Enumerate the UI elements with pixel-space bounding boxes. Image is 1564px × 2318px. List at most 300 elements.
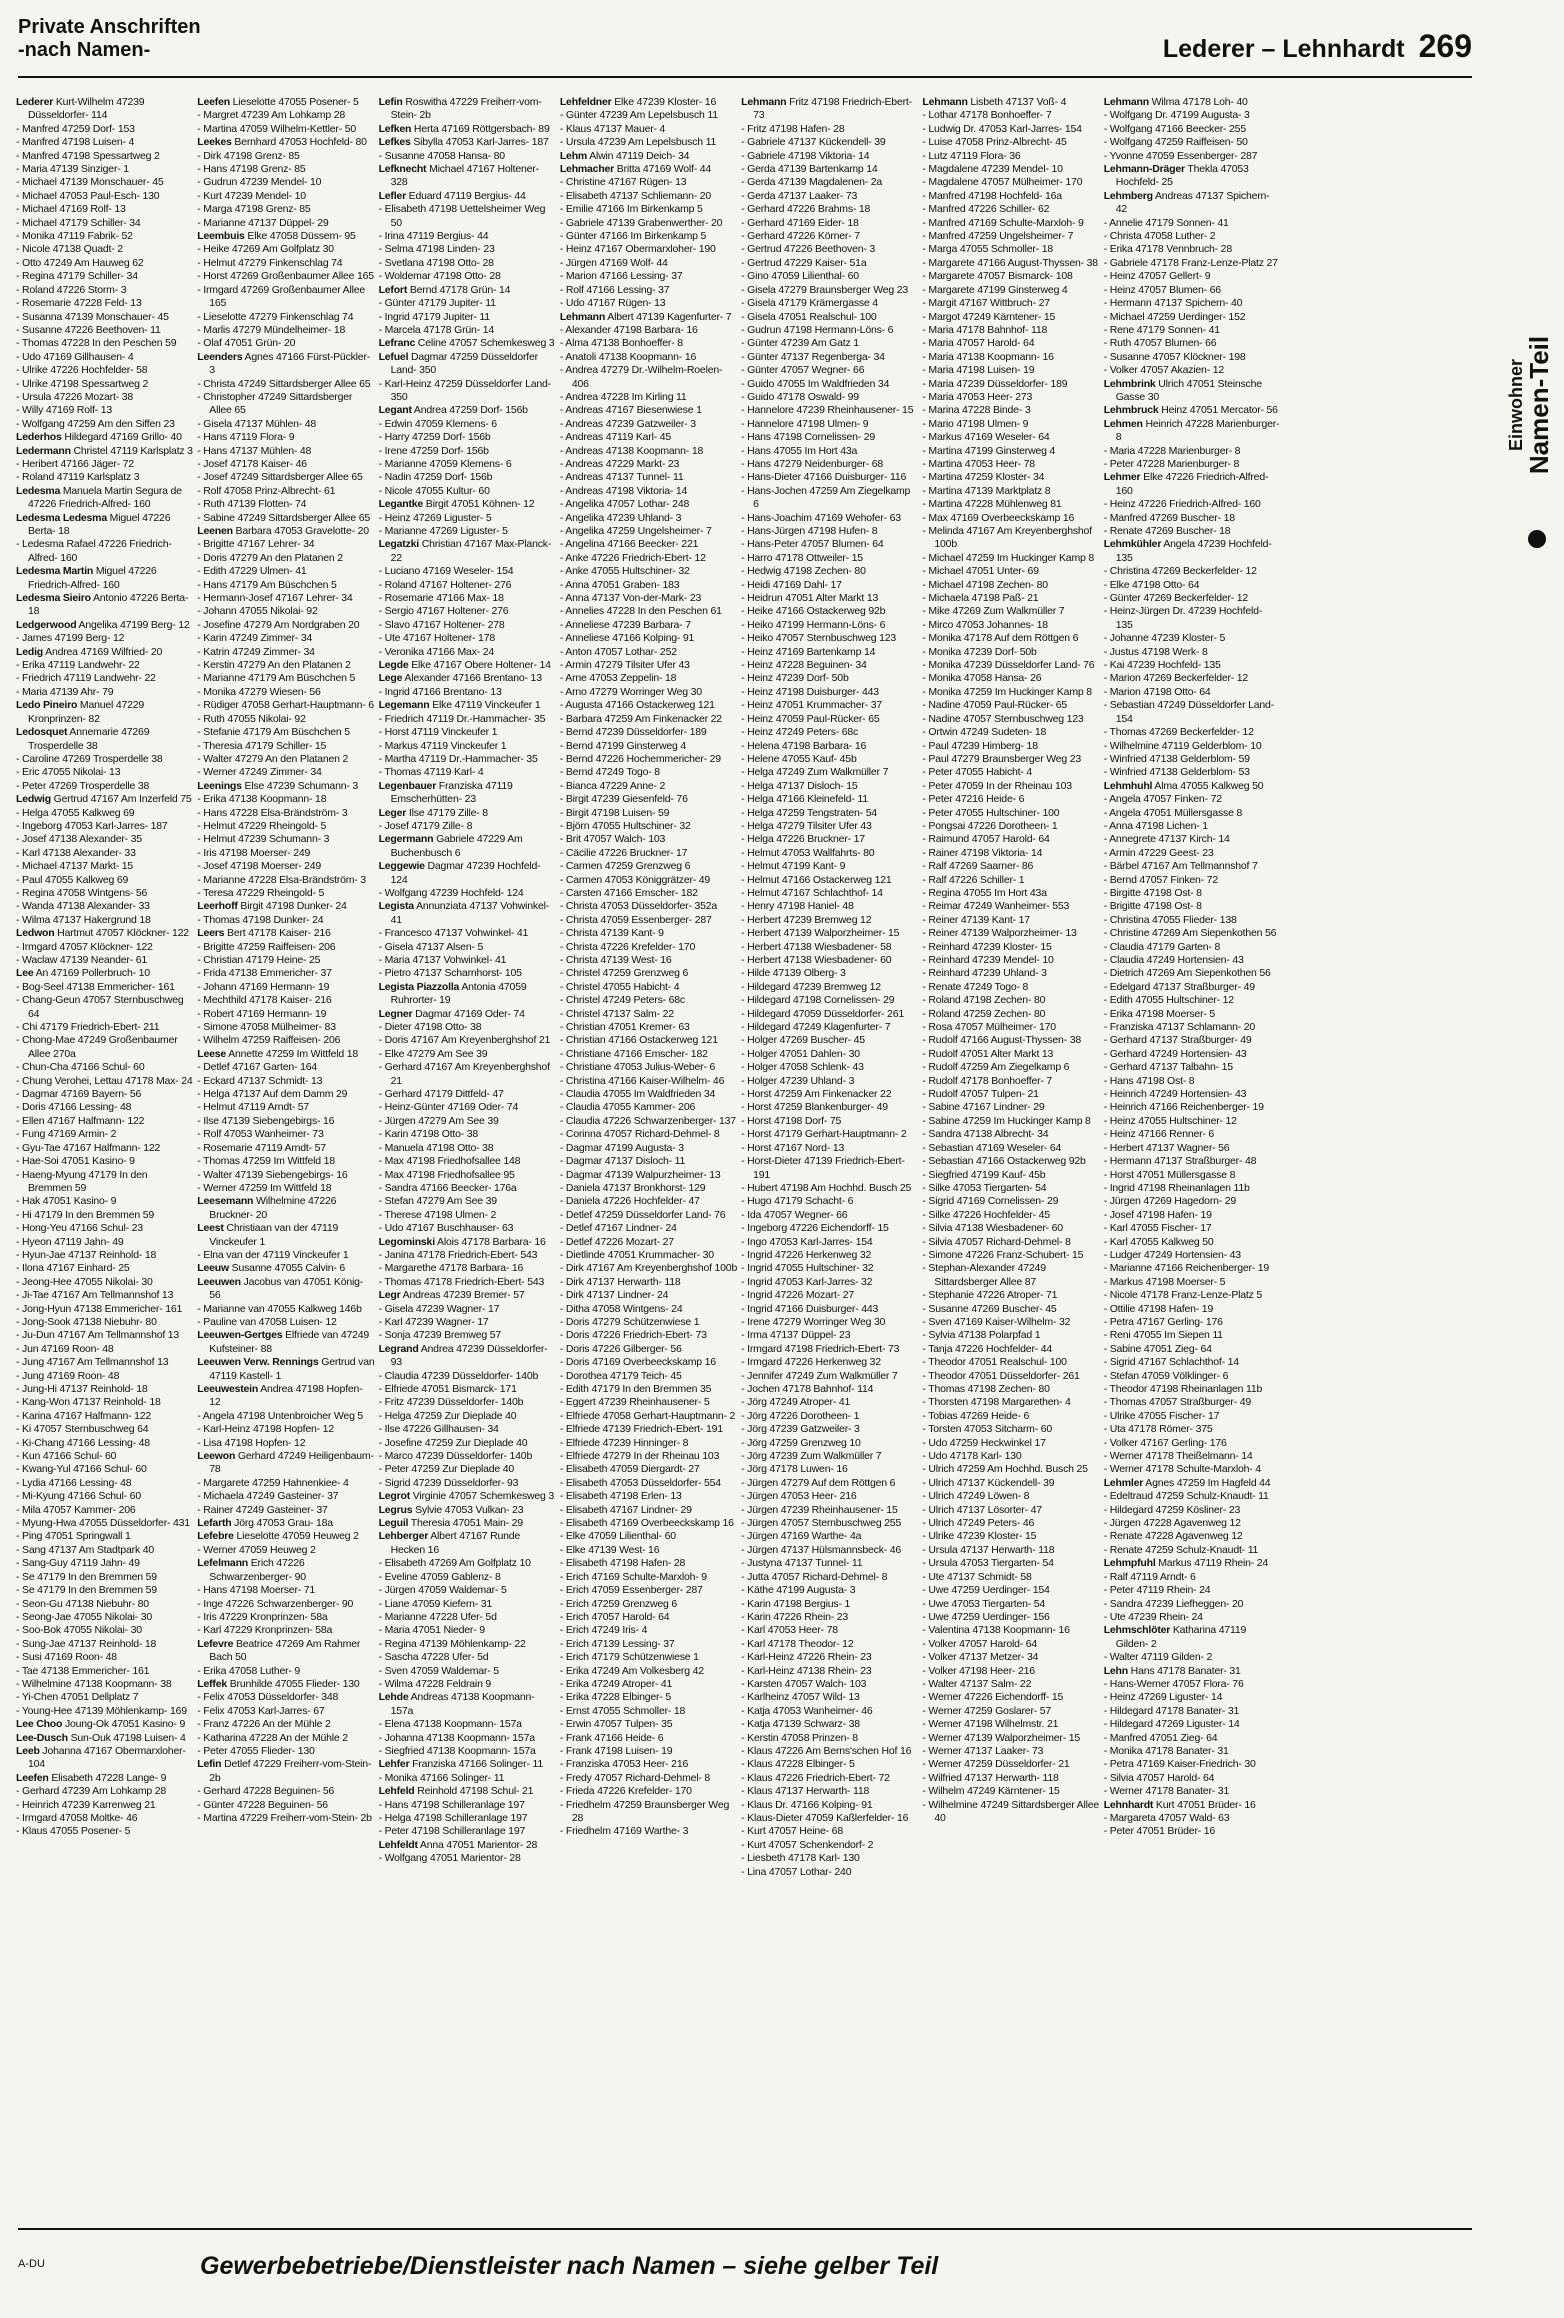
entry-details: - Erich 47179 Schützenwiese 1 [559, 1651, 699, 1664]
entry-details: - Caroline 47269 Trosperdelle 38 [16, 752, 163, 765]
entry-details: - Kurt 47239 Mendel- 10 [197, 189, 306, 202]
directory-entry [922, 1222, 1099, 1235]
entry-details: Christian 47167 Max-Planck- 22 [390, 538, 552, 564]
entry-details: - Andreas 47229 Markt- 23 [559, 457, 680, 470]
directory-entry [379, 378, 556, 405]
directory-entry [16, 203, 193, 216]
entry-details: - Ingeborg 47226 Eichendorff- 15 [741, 1222, 889, 1235]
directory-entry [1104, 109, 1281, 122]
directory-entry [560, 1437, 737, 1450]
entry-details: - Edelgard 47137 Straßburger- 49 [1103, 980, 1255, 993]
entry-details: - Markus 47169 Weseler- 64 [922, 431, 1050, 444]
directory-entry [560, 780, 737, 793]
directory-entry [922, 686, 1099, 699]
directory-entry [197, 337, 374, 350]
directory-entry [922, 981, 1099, 994]
entry-surname: Lehmschlöter [1103, 1624, 1171, 1637]
directory-entry [1104, 1101, 1281, 1114]
entry-details: - Anneliese 47166 Kolping- 91 [559, 632, 695, 645]
entry-details: - Ulrich 47259 Am Hochhd. Busch 25 [922, 1463, 1088, 1476]
entry-details: - Magdalene 47057 Mülheimer- 170 [922, 176, 1083, 189]
directory-entry [379, 324, 556, 337]
entry-details: - Yvonne 47059 Essenberger- 287 [1103, 149, 1258, 162]
entry-details: - Paul 47279 Braunsberger Weg 23 [922, 752, 1082, 765]
directory-entry [922, 1048, 1099, 1061]
directory-entry [197, 632, 374, 645]
directory-entry [560, 1758, 737, 1771]
directory-entry [16, 1356, 193, 1369]
entry-details: - Margarete 47199 Ginsterweg 4 [922, 283, 1068, 296]
directory-entry [1104, 418, 1281, 445]
entry-surname: Leeuwen [197, 1275, 241, 1288]
directory-entry [379, 1839, 556, 1852]
entry-details: Heinrich 47228 Marienburger- 8 [1115, 417, 1280, 444]
entry-details: - Andreas 47198 Viktoria- 14 [559, 484, 688, 497]
directory-entry [1104, 1651, 1281, 1664]
entry-details: - Helena 47198 Barbara- 16 [741, 739, 867, 752]
directory-entry [379, 672, 556, 685]
directory-entry [1104, 807, 1281, 820]
directory-entry [379, 458, 556, 471]
entry-details: - Sandra 47138 Albrecht- 34 [922, 1128, 1049, 1141]
directory-entry [197, 1195, 374, 1222]
entry-details: - Holger 47051 Dahlen- 30 [741, 1047, 860, 1060]
directory-entry [16, 1651, 193, 1664]
entry-details: - Hans 47198 Grenz- 85 [197, 163, 306, 176]
entry-details: - Margret 47239 Am Lohkamp 28 [197, 109, 345, 122]
entry-details: Andrea 47169 Wilfried- 20 [43, 645, 163, 658]
directory-entry [379, 1343, 556, 1370]
directory-entry [1104, 324, 1281, 337]
directory-entry [1104, 1195, 1281, 1208]
directory-entry [379, 1691, 556, 1718]
entry-details: - Hans-Jochen 47259 Am Ziegelkamp 6 [741, 484, 911, 511]
directory-entry [922, 726, 1099, 739]
directory-entry [379, 1021, 556, 1034]
directory-entry [922, 646, 1099, 659]
entry-details: Bernhard 47053 Hochfeld- 80 [231, 136, 367, 149]
directory-entry [197, 954, 374, 967]
directory-entry [922, 96, 1099, 109]
directory-entry [922, 1061, 1099, 1074]
entry-details: - Claudia 47055 Kammer- 206 [559, 1101, 696, 1114]
entry-details: - Kwang-Yul 47166 Schul- 60 [16, 1463, 147, 1476]
entry-details: - Heinz 47057 Blumen- 66 [1103, 283, 1221, 296]
directory-entry [560, 471, 737, 484]
entry-details: - Wilhelmine 47119 Gelderblom- 10 [1103, 739, 1262, 752]
directory-entry [197, 847, 374, 860]
entry-details: - Peter 47051 Brüder- 16 [1103, 1825, 1216, 1838]
entry-details: - Walter 47279 An den Platanen 2 [197, 752, 349, 765]
entry-surname: Leefen [16, 1771, 49, 1784]
directory-entry [560, 1169, 737, 1182]
entry-details: - Josef 47198 Moerser- 249 [197, 860, 322, 873]
directory-entry [16, 485, 193, 512]
directory-entry [197, 1691, 374, 1704]
entry-details: - Gudrun 47239 Mendel- 10 [197, 176, 322, 189]
entry-details: - Marianne 47179 Am Büschchen 5 [197, 672, 356, 685]
entry-details: - Sylvia 47138 Polarpfad 1 [922, 1329, 1041, 1342]
directory-entry [560, 485, 737, 498]
directory-entry [1104, 1155, 1281, 1168]
entry-details: - Udo 47178 Karl- 130 [922, 1450, 1022, 1463]
entry-details: - Heinz 47055 Hultschiner- 12 [1103, 1114, 1237, 1127]
entry-surname: Lefort [378, 283, 408, 296]
directory-entry [197, 1115, 374, 1128]
directory-entry [16, 1544, 193, 1557]
entry-details: - Marianne 47228 Ufer- 5d [378, 1610, 497, 1623]
entry-details: - Annelies 47228 In den Peschen 61 [559, 605, 722, 618]
directory-entry [1104, 1008, 1281, 1021]
entry-details: - Ulrike 47198 Spessartweg 2 [16, 377, 149, 390]
entry-details: - Hans-Joachim 47169 Wehofer- 63 [741, 511, 901, 524]
directory-entry [197, 109, 374, 122]
entry-details: Bernd 47178 Grün- 14 [407, 283, 511, 296]
directory-entry [922, 579, 1099, 592]
directory-entry [1104, 1557, 1281, 1570]
entry-details: Erich 47226 Schwarzenberger- 90 [209, 1557, 306, 1583]
entry-details: - Heinz 47051 Krummacher- 37 [741, 699, 883, 712]
directory-entry [16, 351, 193, 364]
entry-details: - Stefan 47279 Am See 39 [378, 1195, 497, 1208]
entry-details: - Inge 47226 Schwarzenberger- 90 [197, 1597, 354, 1610]
directory-entry [379, 1329, 556, 1342]
directory-entry [741, 1678, 918, 1691]
entry-details: - Gyu-Tae 47167 Halfmann- 122 [16, 1141, 161, 1154]
entry-details: - Sang 47137 Am Stadtpark 40 [16, 1543, 154, 1556]
entry-surname: Legista [378, 900, 414, 913]
entry-details: Reinhold 47198 Schul- 21 [414, 1785, 534, 1798]
entry-details: Ilse 47179 Zille- 8 [406, 806, 488, 819]
entry-details: - Chi 47179 Friedrich-Ebert- 211 [16, 1021, 160, 1034]
entry-details: - Rosemarie 47166 Max- 18 [378, 592, 504, 605]
directory-entry [379, 1463, 556, 1476]
directory-entry [560, 1021, 737, 1034]
directory-entry [379, 270, 556, 283]
directory-entry [379, 1101, 556, 1114]
directory-entry [1104, 1128, 1281, 1141]
entry-details: - Ingeborg 47053 Karl-Jarres- 187 [16, 819, 168, 832]
entry-details: - Holger 47269 Buscher- 45 [741, 1034, 865, 1047]
directory-entry [922, 324, 1099, 337]
entry-details: - Günter 47269 Beckerfelder- 12 [1103, 592, 1249, 605]
directory-entry [197, 485, 374, 498]
directory-entry [560, 418, 737, 431]
directory-entry [379, 498, 556, 511]
directory-entry [1104, 1665, 1281, 1678]
entry-details: - Angelika 47259 Ungelsheimer- 7 [559, 525, 712, 537]
directory-entry [379, 512, 556, 525]
directory-entry [379, 538, 556, 565]
entry-details: - Heinz 47269 Liguster- 14 [1103, 1691, 1223, 1704]
entry-details: - Karl 47138 Alexander- 33 [16, 846, 136, 859]
directory-entry [1104, 1825, 1281, 1838]
footer-note: Gewerbebetriebe/Dienstleister nach Namen – siehe gelber Teil [200, 2252, 939, 2280]
entry-surname: Lehmbrink [1103, 377, 1156, 390]
directory-entry [1104, 1772, 1281, 1785]
entry-details: - Horst 47259 Am Finkenacker 22 [741, 1088, 892, 1101]
directory-entry [560, 1678, 737, 1691]
directory-entry [1104, 1209, 1281, 1222]
directory-entry [741, 766, 918, 779]
entry-details: - Justus 47198 Werk- 8 [1103, 645, 1208, 658]
directory-entry [379, 1182, 556, 1195]
entry-details: - Günter 47239 Am Gatz 1 [741, 337, 859, 350]
entry-details: - Horst 47167 Nord- 13 [741, 1141, 845, 1154]
directory-entry [741, 1396, 918, 1409]
directory-entry [379, 337, 556, 350]
entry-surname: Lefken [378, 122, 412, 135]
entry-details: - Jörg 47259 Grenzweg 10 [741, 1436, 861, 1449]
entry-details: - Karl-Heinz 47226 Rhein- 23 [741, 1651, 872, 1664]
directory-entry [560, 1209, 737, 1222]
entry-details: - Martina 47199 Ginsterweg 4 [922, 444, 1056, 457]
entry-details: - Anatoli 47138 Koopmann- 16 [559, 350, 697, 363]
directory-entry [16, 619, 193, 632]
entry-details: - Karin 47249 Zimmer- 34 [197, 632, 313, 645]
entry-details: Roswitha 47229 Freiherr-vom-Stein- 2b [390, 96, 542, 122]
directory-entry [16, 766, 193, 779]
directory-entry [560, 579, 737, 592]
entry-details: - Liane 47059 Kiefern- 31 [378, 1597, 493, 1610]
directory-entry [197, 1530, 374, 1543]
entry-details: - Tae 47138 Emmericher- 161 [16, 1664, 150, 1677]
directory-entry [741, 726, 918, 739]
entry-details: - Jong-Hyun 47138 Emmericher- 161 [16, 1302, 183, 1315]
directory-entry [197, 150, 374, 163]
directory-entry [560, 874, 737, 887]
entry-surname: Leguil [378, 1517, 409, 1530]
entry-surname: Leewon [197, 1450, 236, 1463]
entry-details: - Doris 47279 An den Platanen 2 [197, 551, 343, 564]
entry-details: - Angelina 47166 Beecker- 221 [559, 538, 699, 551]
directory-entry [16, 565, 193, 592]
entry-details: - Elisabeth 47198 Uettelsheimer Weg 50 [378, 203, 546, 229]
directory-entry [560, 1088, 737, 1101]
entry-surname: Legermann [378, 833, 434, 846]
directory-entry [16, 1705, 193, 1718]
entry-details: - Selma 47198 Linden- 23 [378, 243, 495, 256]
entry-details: - Thomas 47119 Karl- 4 [378, 766, 484, 779]
entry-details: - Christian 47166 Ostackerweg 121 [559, 1034, 718, 1047]
directory-entry [741, 1075, 918, 1088]
directory-entry [16, 1611, 193, 1624]
entry-details: - Erich 47249 Iris- 4 [559, 1624, 648, 1637]
directory-entry [922, 404, 1099, 417]
directory-entry [197, 900, 374, 913]
entry-surname: Lehmer [1103, 471, 1141, 484]
entry-details: - Christel 47055 Habicht- 4 [559, 980, 680, 993]
entry-details: - Andreas 47239 Gatzweiler- 3 [559, 417, 696, 430]
entry-details: - Volker 47167 Gerling- 176 [1103, 1436, 1227, 1449]
entry-details: - Erika 47119 Landwehr- 22 [16, 659, 140, 672]
directory-entry [560, 243, 737, 256]
directory-entry [379, 1088, 556, 1101]
directory-entry [379, 1289, 556, 1302]
entry-details: - Marianne 47269 Liguster- 5 [378, 525, 508, 537]
entry-details: - Walter 47139 Siebengebirgs- 16 [197, 1168, 348, 1181]
entry-surname: Leffek [197, 1677, 228, 1690]
entry-details: Antonia 47059 Ruhrorter- 19 [390, 980, 527, 1007]
entry-details: - Heidi 47169 Dahl- 17 [741, 578, 842, 591]
entry-details: - Doris 47166 Lessing- 48 [16, 1101, 132, 1114]
directory-entry [16, 1169, 193, 1196]
entry-details: - Nicole 47138 Quadt- 2 [16, 243, 123, 256]
directory-entry [16, 659, 193, 672]
directory-entry [741, 1772, 918, 1785]
directory-entry [741, 1343, 918, 1356]
entry-details: Else 47239 Schumann- 3 [241, 779, 359, 792]
entry-details: - Volker 47057 Akazien- 12 [1103, 364, 1224, 377]
directory-entry [379, 1557, 556, 1570]
entry-surname: Legemann [378, 699, 430, 712]
directory-entry [922, 740, 1099, 753]
entry-details: - Peter 47055 Flieder- 130 [197, 1744, 315, 1757]
entry-surname: Lehmann [1103, 96, 1149, 108]
directory-entry [741, 378, 918, 391]
directory-entry [197, 1034, 374, 1047]
directory-entry [379, 1276, 556, 1289]
entry-details: - Hermann 47137 Straßburger- 48 [1103, 1155, 1257, 1168]
directory-entry [922, 619, 1099, 632]
entry-details: Annette 47259 Im Wittfeld 18 [226, 1047, 359, 1060]
directory-entry [197, 431, 374, 444]
directory-entry [560, 954, 737, 967]
entry-details: - Maria 47139 Ahr- 79 [16, 685, 114, 698]
entry-details: - Manfred 47259 Dorf- 153 [16, 122, 135, 135]
entry-details: - Detlef 47259 Düsseldorfer Land- 76 [559, 1208, 726, 1221]
entry-details: - Andrea 47228 Im Kirling 11 [559, 390, 687, 403]
entry-details: - Jung 47167 Am Tellmannshof 13 [16, 1356, 169, 1369]
directory-entry [16, 458, 193, 471]
directory-entry [560, 1571, 737, 1584]
entry-details: - Pietro 47137 Scharnhorst- 105 [378, 967, 522, 980]
entry-surname: Lehn [1103, 1664, 1128, 1677]
directory-entry [379, 1732, 556, 1745]
entry-details: - Klaus 47137 Herwarth- 118 [741, 1785, 870, 1798]
directory-entry [741, 1504, 918, 1517]
entry-details: - Karin 47226 Rhein- 23 [741, 1610, 849, 1623]
entry-details: - Winfried 47138 Gelderblom- 53 [1103, 766, 1250, 779]
directory-entry [922, 311, 1099, 324]
entry-details: - Hildegard 47249 Klagenfurter- 7 [741, 1021, 891, 1034]
directory-entry [16, 1812, 193, 1825]
entry-details: - Thomas 47228 In den Peschen 59 [16, 337, 177, 350]
entry-details: - Ilse 47139 Siebengebirgs- 16 [197, 1114, 335, 1127]
directory-entry [379, 136, 556, 149]
directory-entry [1104, 404, 1281, 417]
entry-details: - Marion 47269 Beckerfelder- 12 [1103, 672, 1249, 685]
directory-entry [560, 498, 737, 511]
directory-entry [922, 257, 1099, 270]
directory-entry [1104, 981, 1281, 994]
entry-details: - Susanne 47226 Beethoven- 11 [16, 323, 161, 336]
directory-entry [1104, 243, 1281, 256]
directory-entry [922, 1356, 1099, 1369]
directory-entry [16, 378, 193, 391]
entry-details: - Thomas 47269 Beckerfelder- 12 [1103, 726, 1254, 739]
directory-entry [922, 1758, 1099, 1771]
entry-details: - Heiko 47057 Sternbuschweg 123 [741, 632, 897, 645]
entry-details: - Justyna 47137 Tunnel- 11 [741, 1557, 863, 1570]
entry-details: - Angela 47057 Finken- 72 [1103, 793, 1222, 806]
directory-entry [379, 1651, 556, 1664]
directory-entry [16, 1517, 193, 1530]
entry-details: - Sergio 47167 Holtener- 276 [378, 605, 509, 618]
directory-entry [560, 512, 737, 525]
directory-entry [1104, 230, 1281, 243]
entry-details: - Klaus-Dieter 47059 Kaßlerfelder- 16 [741, 1812, 909, 1824]
entry-details: - Irma 47137 Düppel- 23 [741, 1329, 851, 1342]
entry-details: - Theresia 47179 Schiller- 15 [197, 739, 327, 752]
directory-entry [197, 1061, 374, 1074]
directory-entry [16, 418, 193, 431]
directory-entry [741, 1557, 918, 1570]
directory-entry [197, 619, 374, 632]
entry-details: - Michael 47169 Rolf- 13 [16, 203, 126, 216]
entry-details: - Udo 47259 Heckwinkel 17 [922, 1436, 1046, 1449]
entry-details: - Yi-Chen 47051 Dellplatz 7 [16, 1691, 139, 1704]
directory-entry [16, 1530, 193, 1543]
directory-entry [560, 203, 737, 216]
entry-details: - Erich 47169 Schulte-Marxloh- 9 [559, 1570, 707, 1583]
directory-entry [560, 1034, 737, 1047]
directory-entry [560, 1262, 737, 1275]
entry-details: Albert 47139 Kagenfurter- 7 [605, 310, 732, 323]
directory-entry [741, 1276, 918, 1289]
entry-details: - Ursula 47053 Tiergarten- 54 [922, 1557, 1054, 1570]
directory-entry [379, 1812, 556, 1825]
entry-details: - Sascha 47228 Ufer- 5d [378, 1651, 489, 1664]
directory-entry [922, 337, 1099, 350]
entry-surname: Legrus [378, 1503, 413, 1516]
entry-details: Miguel 47226 Berta- 18 [28, 511, 171, 537]
directory-entry [197, 1812, 374, 1825]
entry-surname: Ledermann [16, 444, 71, 457]
entry-details: - Silke 47226 Hochfelder- 45 [922, 1208, 1050, 1221]
directory-entry [1104, 659, 1281, 672]
entry-details: - Ruth 47055 Nikolai- 92 [197, 712, 306, 725]
entry-details: - Edith 47055 Hultschiner- 12 [1103, 994, 1234, 1007]
entry-details: Beatrice 47269 Am Rahmer Bach 50 [209, 1637, 361, 1664]
entry-details: - Detlef 47167 Lindner- 24 [559, 1222, 677, 1235]
entry-details: - Peter 47055 Habicht- 4 [922, 766, 1033, 779]
entry-details: - Ute 47239 Rhein- 24 [1103, 1610, 1203, 1623]
directory-entry [379, 941, 556, 954]
entry-details: - Elisabeth 47167 Lindner- 29 [559, 1503, 692, 1516]
directory-entry [560, 1745, 737, 1758]
entry-details: - Stefan 47059 Völklinger- 6 [1103, 1369, 1229, 1382]
entry-details: - Thorsten 47198 Margarethen- 4 [922, 1396, 1071, 1409]
directory-entry [1104, 1061, 1281, 1074]
directory-entry [741, 1732, 918, 1745]
entry-details: - Arno 47279 Worringer Weg 30 [559, 685, 702, 698]
entry-details: - Elisabeth 47137 Schliemann- 20 [559, 189, 712, 202]
directory-entry [922, 1611, 1099, 1624]
entry-details: - Erika 47178 Vennbruch- 28 [1103, 243, 1232, 256]
directory-entry [379, 1128, 556, 1141]
entry-details: - Wanda 47138 Alexander- 33 [16, 900, 150, 913]
entry-details: - Michael 47051 Unter- 69 [922, 565, 1039, 578]
directory-entry [1104, 820, 1281, 833]
entry-details: Elke 47167 Obere Holtener- 14 [408, 659, 551, 672]
directory-entry [16, 672, 193, 685]
entry-details: - Helga 47249 Zum Walkmüller 7 [741, 766, 889, 779]
entry-details: - Ute 47167 Holtener- 178 [378, 632, 495, 645]
entry-details: Hans 47178 Banater- 31 [1127, 1664, 1241, 1677]
directory-entry [1104, 579, 1281, 592]
entry-details: - Harro 47178 Ottweiler- 15 [741, 551, 863, 564]
